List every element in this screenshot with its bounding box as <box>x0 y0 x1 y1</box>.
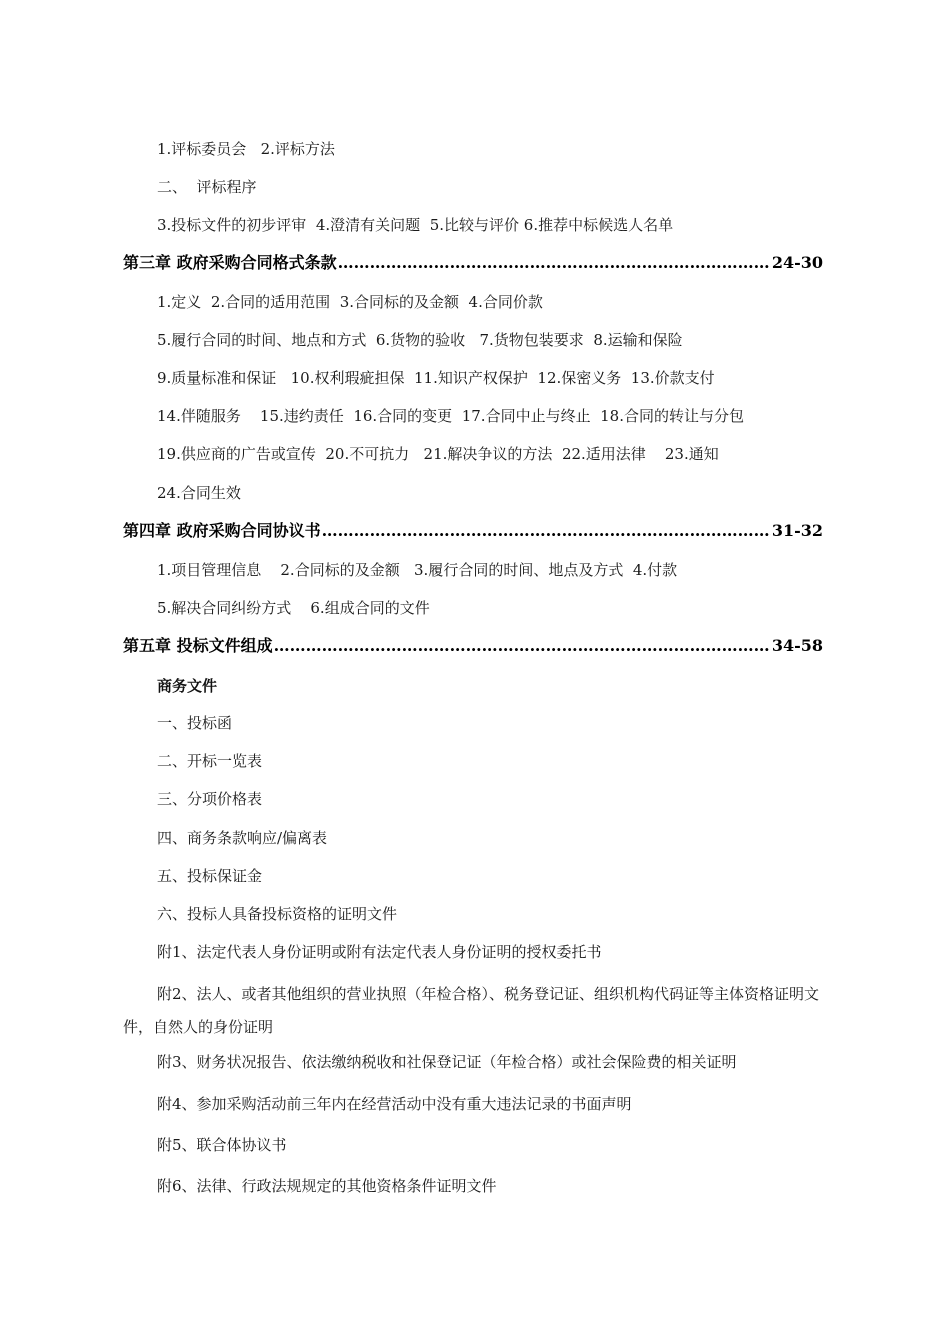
toc-line: 附1、法定代表人身份证明或附有法定代表人身份证明的授权委托书 <box>157 943 602 961</box>
toc-line: 一、投标函 <box>157 714 233 732</box>
toc-line: 附6、法律、行政法规规定的其他资格条件证明文件 <box>157 1177 497 1195</box>
chapter-title: 第四章 政府采购合同协议书 <box>123 521 321 540</box>
toc-line: 9.质量标准和保证 10.权利瑕疵担保 11.知识产权保护 12.保密义务 13.价款支付 <box>157 369 715 387</box>
leader-dots <box>322 520 771 542</box>
toc-line: 三、分项价格表 <box>157 790 263 808</box>
chapter-pages: 24-30 <box>771 253 823 272</box>
toc-line: 五、投标保证金 <box>157 867 263 885</box>
toc-line: 3.投标文件的初步评审 4.澄清有关问题 5.比较与评价 6.推荐中标候选人名单 <box>157 216 674 234</box>
toc-line: 附3、财务状况报告、依法缴纳税收和社保登记证（年检合格）或社会保险费的相关证明 <box>157 1053 737 1071</box>
toc-line: 二、 评标程序 <box>157 178 257 196</box>
toc-line: 14.伴随服务 15.违约责任 16.合同的变更 17.合同中止与终止 18.合同的转让与分包 <box>157 407 744 425</box>
section-heading: 商务文件 <box>157 677 218 695</box>
leader-dots <box>274 635 771 657</box>
toc-line: 5.解决合同纠纷方式 6.组成合同的文件 <box>157 599 430 617</box>
chapter-pages: 34-58 <box>771 636 823 655</box>
chapter-pages: 31-32 <box>771 521 823 540</box>
toc-line: 19.供应商的广告或宣传 20.不可抗力 21.解决争议的方法 22.适用法律 23.通知 <box>157 445 719 463</box>
toc-chapter-4[interactable] <box>123 520 823 542</box>
toc-chapter-5[interactable] <box>123 635 823 657</box>
toc-line: 1.定义 2.合同的适用范围 3.合同标的及金额 4.合同价款 <box>157 293 543 311</box>
chapter-title: 第三章 政府采购合同格式条款 <box>123 253 337 272</box>
toc-line: 二、开标一览表 <box>157 752 263 770</box>
toc-line: 1.项目管理信息 2.合同标的及金额 3.履行合同的时间、地点及方式 4.付款 <box>157 561 678 579</box>
toc-line: 5.履行合同的时间、地点和方式 6.货物的验收 7.货物包装要求 8.运输和保险 <box>157 331 683 349</box>
toc-paragraph: 附2、法人、或者其他组织的营业执照（年检合格）、税务登记证、组织机构代码证等主体资格证明文件，自然人的身份证明 <box>123 985 820 1036</box>
leader-dots <box>338 252 771 274</box>
toc-line: 附5、联合体协议书 <box>157 1136 287 1154</box>
toc-line: 1.评标委员会 2.评标方法 <box>157 140 335 158</box>
toc-line: 六、投标人具备投标资格的证明文件 <box>157 905 398 923</box>
toc-line: 24.合同生效 <box>157 484 241 502</box>
toc-line: 附4、参加采购活动前三年内在经营活动中没有重大违法记录的书面声明 <box>157 1095 632 1113</box>
chapter-title: 第五章 投标文件组成 <box>123 636 273 655</box>
toc-chapter-3[interactable] <box>123 252 823 274</box>
toc-line: 四、商务条款响应/偏离表 <box>157 829 328 847</box>
